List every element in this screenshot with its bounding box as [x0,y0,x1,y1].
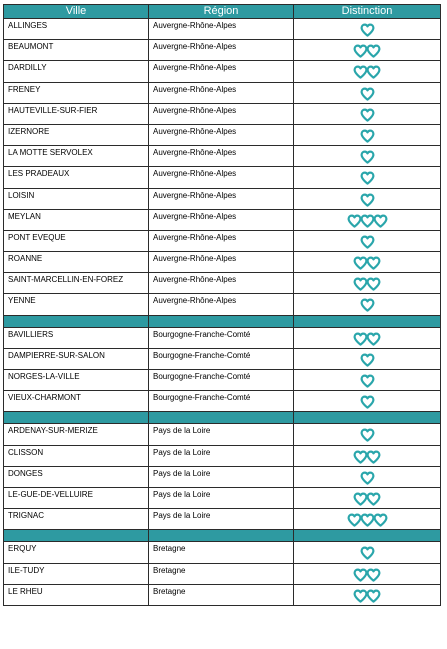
distinction-cell [294,103,441,124]
city-cell: VIEUX-CHARMONT [4,391,149,412]
separator-cell [294,530,441,542]
table-row [4,584,441,605]
distinction-cell [294,209,441,230]
city-cell: BEAUMONT [4,40,149,61]
table-row [4,188,441,209]
header-region: Région [149,5,294,19]
table-row [4,466,441,487]
separator-cell [149,315,294,327]
region-cell: Bourgogne-Franche-Comté [149,391,294,412]
separator-cell [4,530,149,542]
city-cell: ARDENAY-SUR-MERIZE [4,424,149,445]
city-cell: TRIGNAC [4,509,149,530]
city-cell: DONGES [4,466,149,487]
distinction-cell [294,348,441,369]
heart-outline-icon [373,513,388,527]
table-row [4,509,441,530]
heart-outline-icon [366,492,381,506]
city-cell: BAVILLIERS [4,327,149,348]
city-cell: LE RHEU [4,584,149,605]
heart-outline-icon [366,65,381,79]
region-separator-row [4,530,441,542]
region-cell: Pays de la Loire [149,509,294,530]
region-cell: Pays de la Loire [149,466,294,487]
heart-outline-icon [366,277,381,291]
heart-outline-icon [360,374,375,388]
city-cell: ROANNE [4,252,149,273]
table-row [4,294,441,315]
region-cell: Auvergne-Rhône-Alpes [149,294,294,315]
region-cell: Auvergne-Rhône-Alpes [149,230,294,251]
city-cell: YENNE [4,294,149,315]
heart-outline-icon [360,171,375,185]
header-distinction: Distinction [294,5,441,19]
heart-outline-icon [360,129,375,143]
city-cell: PONT EVEQUE [4,230,149,251]
heart-outline-icon [360,546,375,560]
separator-cell [294,412,441,424]
separator-cell [4,412,149,424]
city-cell: LE-GUE-DE-VELLUIRE [4,487,149,508]
region-cell: Bretagne [149,542,294,563]
distinction-cell [294,146,441,167]
region-cell: Auvergne-Rhône-Alpes [149,188,294,209]
table-row [4,82,441,103]
city-cell: LA MOTTE SERVOLEX [4,146,149,167]
region-cell: Bourgogne-Franche-Comté [149,370,294,391]
distinction-cell [294,563,441,584]
region-cell: Auvergne-Rhône-Alpes [149,19,294,40]
separator-cell [149,412,294,424]
distinction-cell [294,294,441,315]
region-cell: Auvergne-Rhône-Alpes [149,40,294,61]
region-cell: Auvergne-Rhône-Alpes [149,252,294,273]
distinction-cell [294,40,441,61]
city-cell: HAUTEVILLE-SUR-FIER [4,103,149,124]
distinction-cell [294,487,441,508]
distinction-cell [294,509,441,530]
table-row [4,487,441,508]
heart-outline-icon [360,428,375,442]
table-row [4,167,441,188]
city-cell: ALLINGES [4,19,149,40]
region-cell: Auvergne-Rhône-Alpes [149,273,294,294]
heart-outline-icon [366,450,381,464]
table-row [4,124,441,145]
table-row [4,391,441,412]
table-row [4,19,441,40]
heart-outline-icon [360,87,375,101]
region-cell: Auvergne-Rhône-Alpes [149,167,294,188]
distinction-cell [294,273,441,294]
distinction-cell [294,424,441,445]
city-cell: ERQUY [4,542,149,563]
city-cell: LES PRADEAUX [4,167,149,188]
region-cell: Auvergne-Rhône-Alpes [149,103,294,124]
distinction-cell [294,124,441,145]
distinction-cell [294,466,441,487]
distinction-cell [294,61,441,82]
heart-outline-icon [360,298,375,312]
table-row [4,563,441,584]
region-cell: Bourgogne-Franche-Comté [149,348,294,369]
city-cell: MEYLAN [4,209,149,230]
cities-distinction-table [3,4,441,606]
table-row [4,327,441,348]
distinction-cell [294,445,441,466]
distinction-cell [294,188,441,209]
heart-outline-icon [366,44,381,58]
distinction-cell [294,82,441,103]
header-row [4,5,441,19]
heart-outline-icon [360,353,375,367]
table-row [4,61,441,82]
city-cell: DARDILLY [4,61,149,82]
separator-cell [149,530,294,542]
region-cell: Auvergne-Rhône-Alpes [149,124,294,145]
city-cell: CLISSON [4,445,149,466]
separator-cell [294,315,441,327]
region-cell: Auvergne-Rhône-Alpes [149,82,294,103]
separator-cell [4,315,149,327]
city-cell: NORGES-LA-VILLE [4,370,149,391]
region-cell: Bretagne [149,584,294,605]
heart-outline-icon [366,332,381,346]
city-cell: SAINT-MARCELLIN-EN-FOREZ [4,273,149,294]
table-row [4,146,441,167]
header-city: Ville [4,5,149,19]
distinction-cell [294,252,441,273]
table-row [4,424,441,445]
city-cell: FRENEY [4,82,149,103]
heart-outline-icon [360,23,375,37]
region-cell: Auvergne-Rhône-Alpes [149,146,294,167]
table-row [4,252,441,273]
table-row [4,230,441,251]
region-cell: Pays de la Loire [149,487,294,508]
region-cell: Auvergne-Rhône-Alpes [149,61,294,82]
heart-outline-icon [366,589,381,603]
distinction-cell [294,584,441,605]
table-row [4,103,441,124]
heart-outline-icon [360,235,375,249]
distinction-cell [294,391,441,412]
city-cell: IZERNORE [4,124,149,145]
city-cell: ILE-TUDY [4,563,149,584]
distinction-cell [294,370,441,391]
table-body [4,19,441,606]
distinction-cell [294,327,441,348]
region-cell: Auvergne-Rhône-Alpes [149,209,294,230]
region-cell: Bourgogne-Franche-Comté [149,327,294,348]
table-row [4,370,441,391]
region-cell: Pays de la Loire [149,445,294,466]
distinction-cell [294,542,441,563]
heart-outline-icon [366,568,381,582]
distinction-cell [294,19,441,40]
region-separator-row [4,412,441,424]
heart-outline-icon [360,193,375,207]
table-row [4,209,441,230]
heart-outline-icon [360,471,375,485]
distinction-cell [294,167,441,188]
table-row [4,40,441,61]
heart-outline-icon [373,214,388,228]
heart-outline-icon [360,108,375,122]
region-cell: Bretagne [149,563,294,584]
distinction-cell [294,230,441,251]
region-cell: Pays de la Loire [149,424,294,445]
heart-outline-icon [366,256,381,270]
table-row [4,542,441,563]
table-row [4,445,441,466]
city-cell: DAMPIERRE-SUR-SALON [4,348,149,369]
region-separator-row [4,315,441,327]
heart-outline-icon [360,150,375,164]
table-row [4,348,441,369]
table-row [4,273,441,294]
heart-outline-icon [360,395,375,409]
city-cell: LOISIN [4,188,149,209]
